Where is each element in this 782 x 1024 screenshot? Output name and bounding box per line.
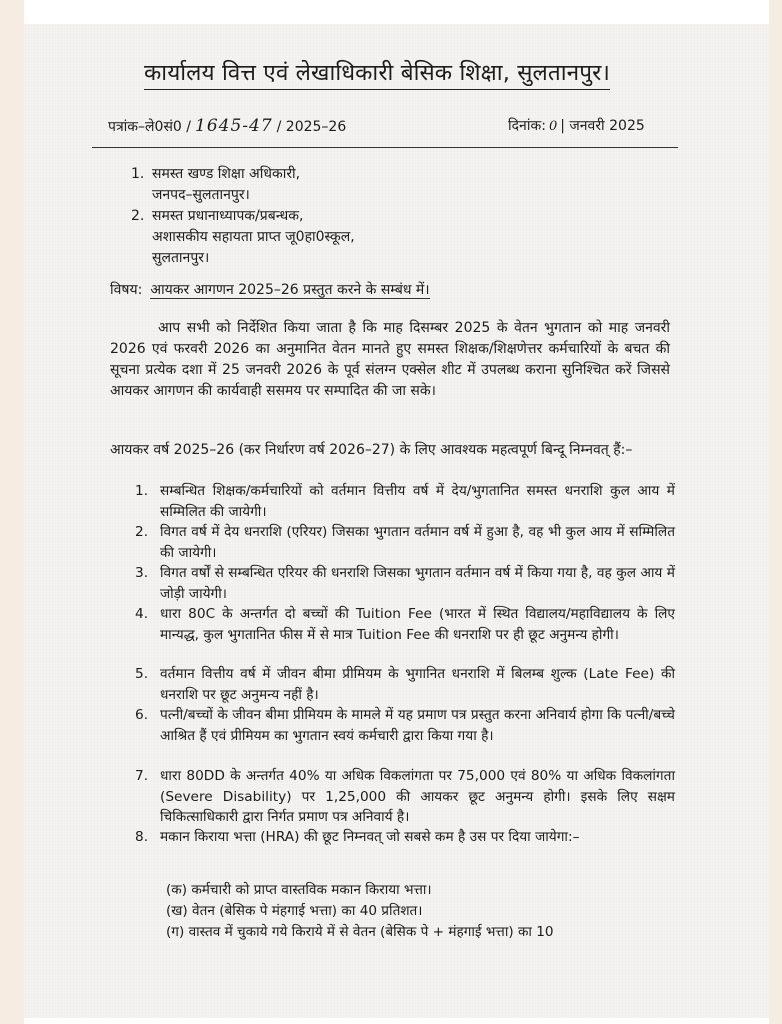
addressee-line: अशासकीय सहायता प्राप्त जू0हा0स्कूल, [152,229,355,245]
list-item-text: पत्नी/बच्चों के जीवन बीमा प्रीमियम के मामले में यह प्रमाण पत्र प्रस्तुत करना अनिवार्य होगा कि पत्नी/बच्चे आश्रित हैं एवं प्रीमियम का भुगतान स्वयं कर्मचारी द्वारा किया गया है। [160,707,675,744]
hra-subpoint: (क) कर्मचारी को प्राप्त वास्तविक मकान किराया भत्ता। [166,882,432,898]
addressee-number: 2. [131,208,145,224]
addressee-line: समस्त प्रधानाध्यापक/प्रबन्धक, [152,208,304,224]
hra-subpoint: (ग) वास्तव में चुकाये गये किराये में से वेतन (बेसिक पे + मंहगाई भत्ता) का 10 [166,924,554,940]
reference-suffix: / 2025–26 [276,119,347,135]
list-item-text: मकान किराया भत्ता (HRA) की छूट निम्नवत् जो सबसे कम है उस पर दिया जायेगा:– [160,829,580,845]
list-item [135,766,675,828]
date-month-year: | जनवरी 2025 [560,118,645,134]
addressee-number: 1. [131,166,145,182]
list-item-text: विगत वर्षों से सम्बन्धित एरियर की धनराशि जिसका भुगतान वर्तमान वर्ष में किया गया है, वह कुल आय में जोड़ी जायेगी। [160,565,675,602]
hra-subpoint: (ख) वेतन (बेसिक पे मंहगाई भत्ता) का 40 प्रतिशत। [166,903,423,919]
list-item-text: धारा 80C के अन्तर्गत दो बच्चों की Tuition Fee (भारत में स्थित विद्यालय/महाविद्यालय के लिए मान्यद्ध, कुल भुगतानित फीस में से मात्र Tuition Fee की धनराशि पर ही छूट अनुमन्य होगी। [160,606,675,643]
handwritten-date-day: 0 [548,119,558,134]
reference-number [108,116,346,137]
list-item [135,481,675,522]
list-item [135,664,675,705]
list-item-number: 6. [135,707,149,723]
addressee-line: जनपद–सुलतानपुर। [152,187,250,203]
list-item-text: वर्तमान वित्तीय वर्ष में जीवन बीमा प्रीमियम के भुगानित धनराशि में बिलम्ब शुल्क (Late Fee) की धनराशि पर छूट अनुमन्य नहीं है। [160,666,675,703]
list-item-number: 7. [135,768,149,784]
subject-line [110,280,430,300]
list-item-number: 5. [135,666,149,682]
list-item [135,522,675,563]
list-item-text: सम्बन्धित शिक्षक/कर्मचारियों को वर्तमान वित्तीय वर्ष में देय/भुगतानित समस्त धनराशि कुल आय में सम्मिलित की जायेगी। [160,483,675,520]
body-paragraph: आप सभी को निर्देशित किया जाता है कि माह दिसम्बर 2025 के वेतन भुगतान को माह जनवरी 2026 एवं फरवरी 2026 का अनुमानित वेतन मानते हुए समस्त शिक्षक/शिक्षणेत्तर कर्मचारियों के बचत की सूचना प्रत्येक दशा में 25 जनवरी 2026 के पूर्व संलग्न एक्सेल शीट में उपलब्ध कराना सुनिश्चित करें जिससे आयकर आगणन की कार्यवाही ससमय पर सम्पादित की जा सके। [110,320,670,399]
header-divider [92,147,678,148]
list-item [135,563,675,604]
letter-date [508,116,645,137]
paper-top-margin [24,0,769,24]
list-item-number: 4. [135,606,149,622]
points-intro: आयकर वर्ष 2025–26 (कर निर्धारण वर्ष 2026–27) के लिए आवश्यक महत्वपूर्ण बिन्दू निम्नवत् हैं:– [110,442,633,458]
office-title: कार्यालय वित्त एवं लेखाधिकारी बेसिक शिक्षा, सुलतानपुर। [144,58,610,90]
list-item [135,827,675,848]
addressee-line: समस्त खण्ड शिक्षा अधिकारी, [152,166,301,182]
list-item-number: 3. [135,565,149,581]
list-item [135,705,675,746]
list-item-text: धारा 80DD के अन्तर्गत 40% या अधिक विकलांगता पर 75,000 एवं 80% या अधिक विकलांगता (Severe Disability) पर 1,25,000 की आयकर छूट अनुमन्य होगी। इसके लिए सक्षम चिकित्साधिकारी द्वारा निर्गत प्रमाण पत्र अनिवार्य है। [160,768,675,825]
handwritten-reference-number: 1645-47 [195,116,273,136]
list-item-number: 2. [135,524,149,540]
list-item-number: 1. [135,483,149,499]
addressee-line: सुलतानपुर। [152,250,210,266]
subject-label: विषय: [110,282,143,298]
paper-bottom-margin [24,1018,769,1024]
list-item [135,604,675,645]
list-item-number: 8. [135,829,149,845]
date-label: दिनांक: [508,118,546,134]
list-item-text: विगत वर्ष में देय धनराशि (एरियर) जिसका भुगतान वर्तमान वर्ष में हुआ है, वह भी कुल आय में सम्मिलित की जायेगी। [160,524,675,561]
subject-text: आयकर आगणन 2025–26 प्रस्तुत करने के सम्बंध में। [150,282,430,298]
reference-prefix: पत्रांक–ले0सं0 / [108,119,191,135]
